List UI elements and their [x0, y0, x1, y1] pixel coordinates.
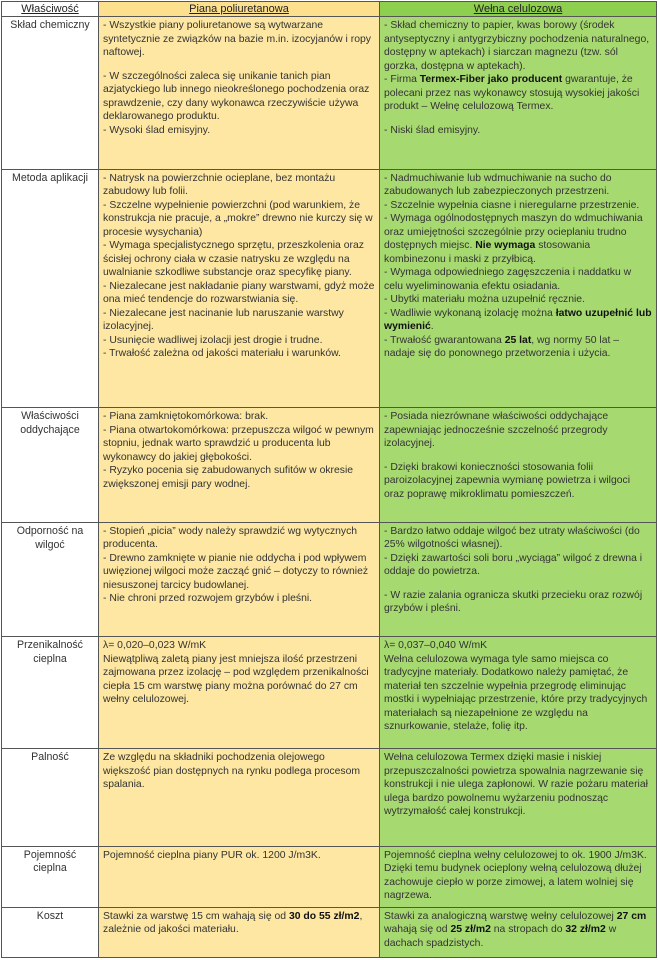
cellulose-text-item: - Posiada niezrównane właściwości oddychające zapewniając jednocześnie szczelność przegrody izolacyjnej.: [384, 411, 609, 450]
cellulose-text-item: - W razie zalania ogranicza skutki przecieku oraz rozwój grzybów i pleśni.: [384, 589, 643, 615]
cellulose-text-item: Stawki za analogiczną warstwę wełny celulozowej 27 cm wahają się od 25 zł/m2 na stropach do 32 zł/m2 w dachach spadzistych.: [384, 910, 647, 949]
property-cell: Koszt: [2, 907, 99, 957]
cellulose-cell: [380, 637, 657, 749]
pur-text-item: - Usunięcie wadliwej izolacji jest drogie i trudne.: [103, 334, 323, 346]
pur-text-item: - W szczególności zaleca się unikanie tanich pian azjatyckiego lub innego nieokreślonego pochodzenia oraz sprawdzenie, czy dany wykonawca rzeczywiście używa deklarowanego produktu.: [103, 70, 370, 123]
cellulose-text-item: - Wadliwie wykonaną izolację można łatwo uzupełnić lub wymienić.: [384, 307, 652, 333]
pur-text-item: - Ryzyko pocenia się zabudowanych sufitów w okresie zwiększonej emisji pary wodnej.: [103, 465, 354, 490]
cellulose-text-item: λ= 0,037–0,040 W/mK: [384, 640, 488, 652]
cellulose-text-item: Wełna celulozowa Termex dzięki masie i niskiej przepuszczalności powietrza spowalnia nagrzewanie się konstrukcji i nie ulega zapłonowi. W razie pożaru materiał ulega bardzo powolnemu wyżarzeniu podnosząc wytrzymałość całej konstrukcji.: [384, 752, 648, 818]
table-row: [2, 408, 657, 522]
comparison-table: [1, 1, 657, 958]
cellulose-cell: [380, 749, 657, 846]
header-row: [2, 2, 657, 17]
pur-text-item: - Niezalecane jest nacinanie lub naruszanie warstwy izolacyjnej.: [103, 307, 344, 333]
pur-text-item: - Niezalecane jest nakładanie piany warstwami, gdyż może ona mieć tendencje do rozwarstwiania się.: [103, 280, 375, 306]
property-cell: Pojemność cieplna: [2, 846, 99, 907]
cellulose-text-item: - Niski ślad emisyjny.: [384, 124, 481, 136]
pur-cell: [99, 169, 380, 408]
pur-text-item: - Wysoki ślad emisyjny.: [103, 124, 211, 136]
cellulose-text-item: - Skład chemiczny to papier, kwas borowy (środek antyseptyczny i antygrzybiczny pochodzenia naturalnego, dostępny w aptekach) i siarczan magnezu (tzw. sól gorzka, dostępna w aptekach).: [384, 20, 650, 72]
pur-text-item: - Drewno zamknięte w pianie nie oddycha i pod wpływem uwięzionej wilgoci może zacząć gnić – dotyczy to również niesuszonej tarcicy budowlanej.: [103, 552, 369, 591]
table-row: [2, 17, 657, 169]
cellulose-cell: [380, 408, 657, 522]
pur-text-item: Pojemność cieplna piany PUR ok. 1200 J/m3K.: [103, 849, 321, 861]
cellulose-cell: [380, 169, 657, 408]
pur-text-item: - Wszystkie piany poliuretanowe są wytwarzane syntetycznie ze związków na bazie m.in. izocyjanów i ropy naftowej.: [103, 20, 371, 59]
pur-text-item: - Nie chroni przed rozwojem grzybów i pleśni.: [103, 593, 313, 605]
pur-text-item: Stawki za warstwę 15 cm wahają się od 30 do 55 zł/m2, zależnie od jakości materiału.: [103, 910, 363, 936]
pur-text-item: λ= 0,020–0,023 W/mK: [103, 640, 207, 652]
cellulose-text-item: Pojemność cieplna wełny celulozowej to ok. 1900 J/m3K. Dzięki temu budynek ocieplony wełną celulozową dłużej zachowuje ciepło w porze zimowej, a latem wolniej się nagrzewa.: [384, 849, 647, 902]
header-cellulose: Wełna celulozowa: [380, 2, 657, 17]
pur-text-item: - Trwałość zależna od jakości materiału i warunków.: [103, 348, 341, 360]
property-cell: Właściwości oddychające: [2, 408, 99, 522]
table-row: [2, 637, 657, 749]
pur-text-item: - Piana otwartokomórkowa: przepuszcza wilgoć w pewnym stopniu, jednak warto sprawdzić u producenta lub wykonawcy do jakiej głębokości.: [103, 424, 374, 463]
pur-text-item: - Natrysk na powierzchnie ocieplane, bez montażu zabudowy lub folii.: [103, 172, 336, 198]
cellulose-text-item: - Ubytki materiału można uzupełnić ręcznie.: [384, 294, 585, 306]
property-cell: Palność: [2, 749, 99, 846]
pur-cell: [99, 17, 380, 169]
pur-text-item: Ze względu na składniki pochodzenia olejowego większość pian dostępnych na rynku podlega procesom spalania.: [103, 752, 361, 791]
cellulose-text-item: - Dzięki zawartości soli boru „wyciąga” wilgoć z drewna i oddaje do powietrza.: [384, 552, 643, 578]
cellulose-cell: [380, 846, 657, 907]
header-property: Właściwość: [2, 2, 99, 17]
cellulose-text-item: - Firma Termex-Fiber jako producent gwarantuje, że polecani przez nas wykonawcy stosują wysokiej jakości produkt – Wełnę celulozową Termex.: [384, 74, 640, 113]
cellulose-text-item: - Dzięki brakowi konieczności stosowania folii paroizolacyjnej zapewnia wymianę powietrza i wilgoci oraz poprawę mikroklimatu pomieszczeń.: [384, 461, 631, 500]
header-pur-foam: Piana poliuretanowa: [99, 2, 380, 17]
property-cell: Metoda aplikacji: [2, 169, 99, 408]
table-row: [2, 749, 657, 846]
pur-cell: [99, 907, 380, 957]
table-row: [2, 907, 657, 957]
pur-text-item: - Piana zamkniętokomórkowa: brak.: [103, 411, 269, 423]
pur-cell: [99, 522, 380, 636]
cellulose-text-item: - Szczelnie wypełnia ciasne i nieregularne przestrzenie.: [384, 199, 640, 211]
pur-cell: [99, 637, 380, 749]
property-cell: Przenikalność cieplna: [2, 637, 99, 749]
table-row: [2, 522, 657, 636]
pur-text-item: - Stopień „picia” wody należy sprawdzić wg wytycznych producenta.: [103, 525, 358, 551]
table-row: [2, 169, 657, 408]
cellulose-text-item: - Bardzo łatwo oddaje wilgoć bez utraty właściwości (do 25% wilgotności własnej).: [384, 525, 640, 551]
cellulose-cell: [380, 17, 657, 169]
cellulose-text-item: - Trwałość gwarantowana 25 lat, wg normy 50 lat – nadaje się do ponownego przetworzenia i użycia.: [384, 334, 620, 360]
property-cell: Skład chemiczny: [2, 17, 99, 169]
pur-text-item: Niewątpliwą zaletą piany jest mniejsza ilość przestrzeni zajmowana przez izolację – pod względem przenikalności ciepła 15 cm warstwę piany można porównać do 27 cm wełny celulozowej.: [103, 653, 369, 706]
table-row: [2, 846, 657, 907]
cellulose-cell: [380, 907, 657, 957]
cellulose-cell: [380, 522, 657, 636]
cellulose-text-item: Wełna celulozowa wymaga tyle samo miejsca co tradycyjne materiały. Dodatkowo należy pamiętać, że materiał ten szczelnie wypełnia przegrodę eliminując mostki i wypełniając przestrzenie, które przy tradycyjnych materiałach są niezapełnione ze względu na sznurkowanie, stelaże, folię itp.: [384, 653, 648, 733]
cellulose-text-item: - Nadmuchiwanie lub wdmuchiwanie na sucho do zabudowanych lub zabezpieczonych przestrzeni.: [384, 172, 612, 198]
table-body: [2, 17, 657, 958]
pur-cell: [99, 846, 380, 907]
pur-cell: [99, 749, 380, 846]
cellulose-text-item: - Wymaga ogólnodostępnych maszyn do wdmuchiwania oraz umiejętności szczególnie przy ocieplaniu trudno dostępnych miejsc. Nie wymaga stosowania kombinezonu i maski z przyłbicą.: [384, 213, 643, 265]
pur-cell: [99, 408, 380, 522]
pur-text-item: - Szczelne wypełnienie powierzchni (pod warunkiem, że konstrukcja nie pracuje, a „mokre” drewno nie kurczy się w procesie wysychania): [103, 199, 373, 238]
property-cell: Odporność na wilgoć: [2, 522, 99, 636]
cellulose-text-item: - Wymaga odpowiedniego zagęszczenia i naddatku w celu wyeliminowania efektu osiadania.: [384, 267, 632, 292]
pur-text-item: - Wymaga specjalistycznego sprzętu, przeszkolenia oraz ścisłej ochrony ciała w czasie natrysku ze względu na uwalnianie szkodliwe substancje oraz specyfikę piany.: [103, 240, 364, 279]
